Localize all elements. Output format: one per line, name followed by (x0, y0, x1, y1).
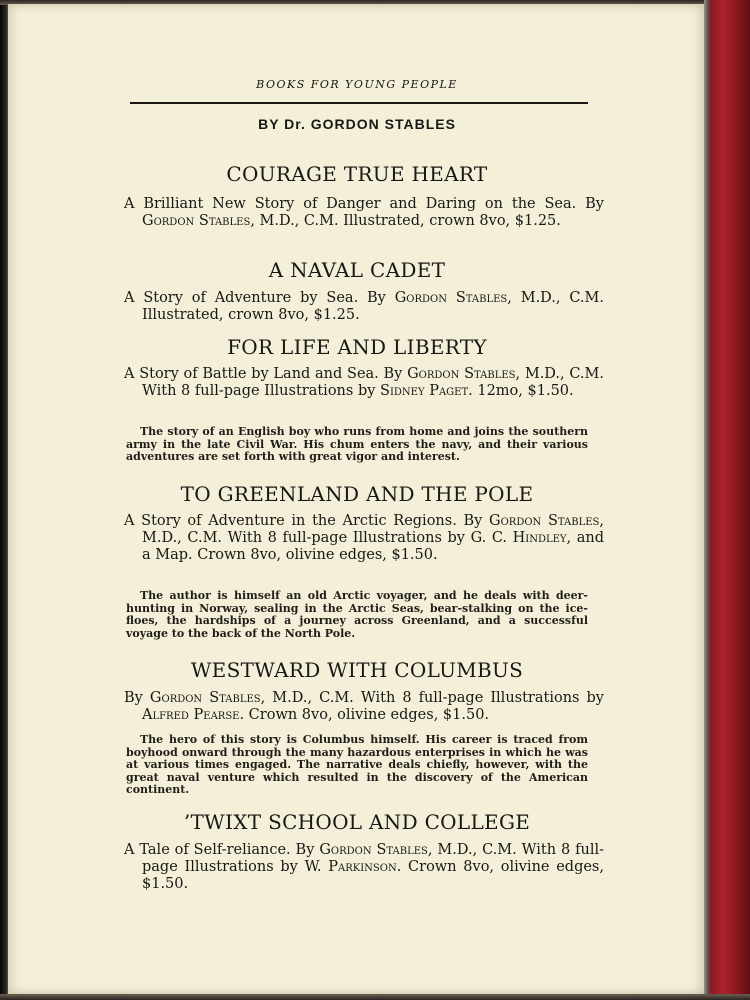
author-name: Gordon Stables (489, 513, 600, 529)
entry-text: . Crown 8vo, olivine edges, $1.50. (239, 707, 490, 723)
entry-text: A Story of Adventure in the Arctic Regions. By (124, 513, 490, 529)
book-title-a-naval-cadet: A NAVAL CADET (268, 258, 446, 282)
author-name: Gordon Stables (142, 213, 251, 229)
book-entry-a-naval-cadet (124, 290, 604, 324)
entry-text: A Story of Adventure by Sea. By (124, 290, 395, 306)
entry-text: A Story of Battle by Land and Sea. By (124, 366, 408, 382)
entry-text: . 12mo, $1.50. (468, 383, 574, 399)
book-title-to-greenland-and-the-pole: TO GREENLAND AND THE POLE (180, 482, 534, 506)
running-head: BOOKS FOR YOUNG PEOPLE (256, 78, 458, 91)
author-heading: BY Dr. GORDON STABLES (258, 116, 456, 132)
entry-text: , M.D., C.M. With 8 full-page Illustrations by (142, 366, 604, 399)
book-description-to-greenland-and-the-pole: The author is himself an old Arctic voyager, and he deals with deer-hunting in Norway, sealing in the Arctic Seas, bear-stalking on the ice-floes, the hardships of a journey across Greenland, and a successful voyage to the back of the North Pole. (126, 589, 588, 640)
book-description-westward-with-columbus: The hero of this story is Columbus himself. His career is traced from boyhood onward through the many hazardous enterprises in which he was at various times engaged. The narrative deals chiefly, however, with the great naval venture which resulted in the discovery of the American continent. (126, 733, 588, 796)
author-name: Gordon Stables (149, 690, 261, 706)
author-name: Gordon Stables (319, 842, 428, 858)
entry-text: , and a Map. Crown 8vo, olivine edges, $1.50. (142, 530, 604, 563)
entry-text: By (124, 690, 150, 706)
entry-text: A Brilliant New Story of Danger and Daring on the Sea. By (124, 196, 604, 212)
entry-text: A Tale of Self-reliance. By (124, 842, 320, 858)
red-book-cover-edge (704, 0, 750, 1000)
book-page (8, 4, 706, 994)
book-title-twixt-school-and-college: ’TWIXT SCHOOL AND COLLEGE (183, 810, 531, 834)
entry-text: , M.D., C.M. Illustrated, crown 8vo, $1.25. (250, 213, 561, 229)
book-title-for-life-and-liberty: FOR LIFE AND LIBERTY (227, 335, 487, 359)
book-entry-for-life-and-liberty (124, 366, 604, 400)
illustrator-name: Sidney Paget (380, 383, 469, 399)
entry-text: , M.D., C.M. Illustrated, crown 8vo, $1.25. (142, 290, 604, 323)
entry-text: , M.D., C.M. With 8 full-page Illustrations by (142, 513, 604, 546)
entry-text: , M.D., C.M. With 8 full-page Illustrations by (260, 690, 604, 706)
book-description-for-life-and-liberty: The story of an English boy who runs from home and joins the southern army in the late Civil War. His chum enters the navy, and their various adventures are set forth with great vigor and interest. (126, 425, 588, 463)
book-entry-courage-true-heart (124, 196, 604, 230)
book-entry-twixt-school-and-college (124, 842, 604, 893)
illustrator-name: W. Parkinson (304, 859, 397, 875)
entry-text: . Crown 8vo, olivine edges, $1.50. (142, 859, 604, 892)
author-name: Gordon Stables (407, 366, 516, 382)
book-entry-westward-with-columbus (124, 690, 604, 724)
illustrator-name: Alfred Pearse (142, 707, 240, 723)
book-title-courage-true-heart: COURAGE TRUE HEART (226, 162, 488, 186)
page-bottom-edge (0, 994, 750, 1000)
author-name: Gordon Stables (394, 290, 508, 306)
entry-text: , M.D., C.M. With 8 full-page Illustrations by (142, 842, 604, 875)
book-title-westward-with-columbus: WESTWARD WITH COLUMBUS (190, 658, 524, 682)
illustrator-name: G. C. Hindley (470, 530, 567, 546)
header-rule (130, 102, 588, 104)
book-entry-to-greenland-and-the-pole (124, 513, 604, 564)
